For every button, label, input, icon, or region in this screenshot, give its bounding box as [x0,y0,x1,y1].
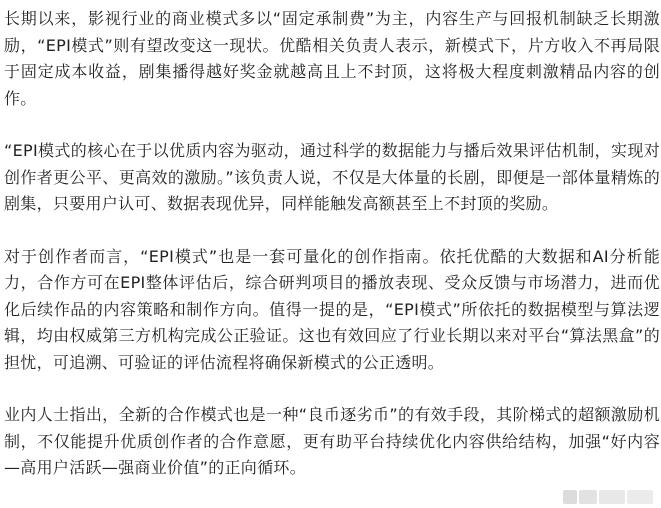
blurred-watermark [563,488,655,506]
watermark-logo-icon [563,490,577,504]
paragraph-2: “EPI模式的核心在于以优质内容为驱动，通过科学的数据能力与播后效果评估机制，实现对创作者更公平、更高效的激励。”该负责人说，不仅是大体量的长剧，即便是一部体量精炼的剧集，只要用户认可、数据表现优异，同样能触发高额甚至上不封顶的奖励。 [4,141,660,213]
watermark-block [627,490,653,504]
paragraph-1: 长期以来，影视行业的商业模式多以“固定承制费”为主，内容生产与回报机制缺乏长期激励，“EPI模式”则有望改变这一现状。优酷相关负责人表示，新模式下，片方收入不再局限于固定成本收益，剧集播得越好奖金就越高且上不封顶，这将极大程度刺激精品内容的创作。 [4,9,660,108]
paragraph-4: 业内人士指出，全新的合作模式也是一种“良币逐劣币”的有效手段，其阶梯式的超额激励机制，不仅能提升优质创作者的合作意愿，更有助平台持续优化内容供给结构，加强“好内容—高用户活跃—强商业价值”的正向循环。 [4,405,660,477]
watermark-block [579,490,597,504]
article-body [4,6,660,482]
watermark-block [599,490,625,504]
paragraph-3: 对于创作者而言，“EPI模式”也是一套可量化的创作指南。依托优酷的大数据和AI分析能力，合作方可在EPI整体评估后，综合研判项目的播放表现、受众反馈与市场潜力，进而优化后续作品的内容策略和制作方向。值得一提的是，“EPI模式”所依托的数据模型与算法逻辑，均由权威第三方机构完成公正验证。这也有效回应了行业长期以来对平台“算法黑盒”的担忧，可追溯、可验证的评估流程将确保新模式的公正透明。 [4,246,660,372]
